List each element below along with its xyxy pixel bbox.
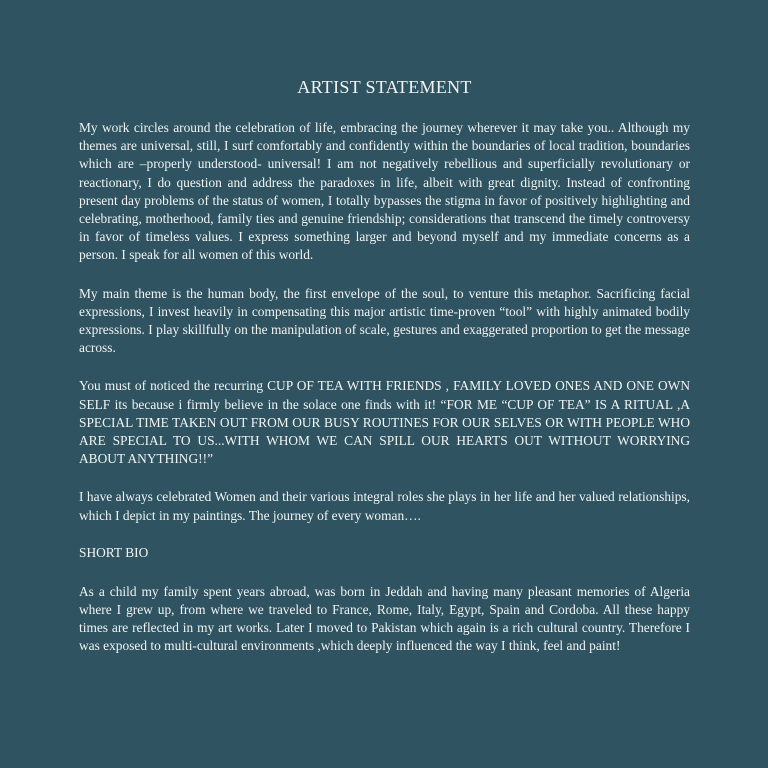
statement-paragraph-1: My work circles around the celebration of life, embracing the journey wherever it may take you.. Although my themes are universal, still, I surf comfortably and confidently within the boundaries of local tradition, boundaries which are –properly understood- universal! I am not negatively rebellious and superficially revolutionary or reactionary, I do question and address the paradoxes in life, albeit with great dignity. Instead of confronting present day problems of the status of women, I totally bypasses the stigma in favor of positively highlighting and celebrating, motherhood, family ties and genuine friendship; considerations that transcend the timely controversy in favor of timeless values. I express something larger and beyond myself and my immediate concerns as a person. I speak for all women of this world. (79, 120, 690, 263)
statement-paragraph-2: My main theme is the human body, the first envelope of the soul, to venture this metaphor. Sacrificing facial expressions, I invest heavily in compensating this major artistic time-proven “tool” with highly animated bodily expressions. I play skillfully on the manipulation of scale, gestures and exaggerated proportion to get the message across. (79, 285, 690, 356)
statement-paragraph-3: You must of noticed the recurring CUP OF TEA WITH FRIENDS , FAMILY LOVED ONES AND ONE OWN SELF its because i firmly believe in the solace one finds with it! “FOR ME “CUP OF TEA” IS A RITUAL ,A SPECIAL TIME TAKEN OUT FROM OUR BUSY ROUTINES FOR OUR SELVES OR WITH PEOPLE WHO ARE SPECIAL TO US...WITH WHOM WE CAN SPILL OUR HEARTS OUT WITHOUT WORRYING ABOUT ANYTHING!!” (79, 378, 690, 467)
page-title: ARTIST STATEMENT (297, 77, 472, 97)
statement-paragraph-4: I have always celebrated Women and their various integral roles she plays in her life and her valued relationships, which I depict in my paintings. The journey of every woman…. (79, 489, 690, 523)
bio-heading: SHORT BIO (79, 544, 149, 560)
bio-paragraph: As a child my family spent years abroad, was born in Jeddah and having many pleasant memories of Algeria where I grew up, from where we traveled to France, Rome, Italy, Egypt, Spain and Cordoba. All these happy times are reflected in my art works. Later I moved to Pakistan which again is a rich cultural country. Therefore I was exposed to multi-cultural environments ,which deeply influenced the way I think, feel and paint! (79, 583, 690, 654)
